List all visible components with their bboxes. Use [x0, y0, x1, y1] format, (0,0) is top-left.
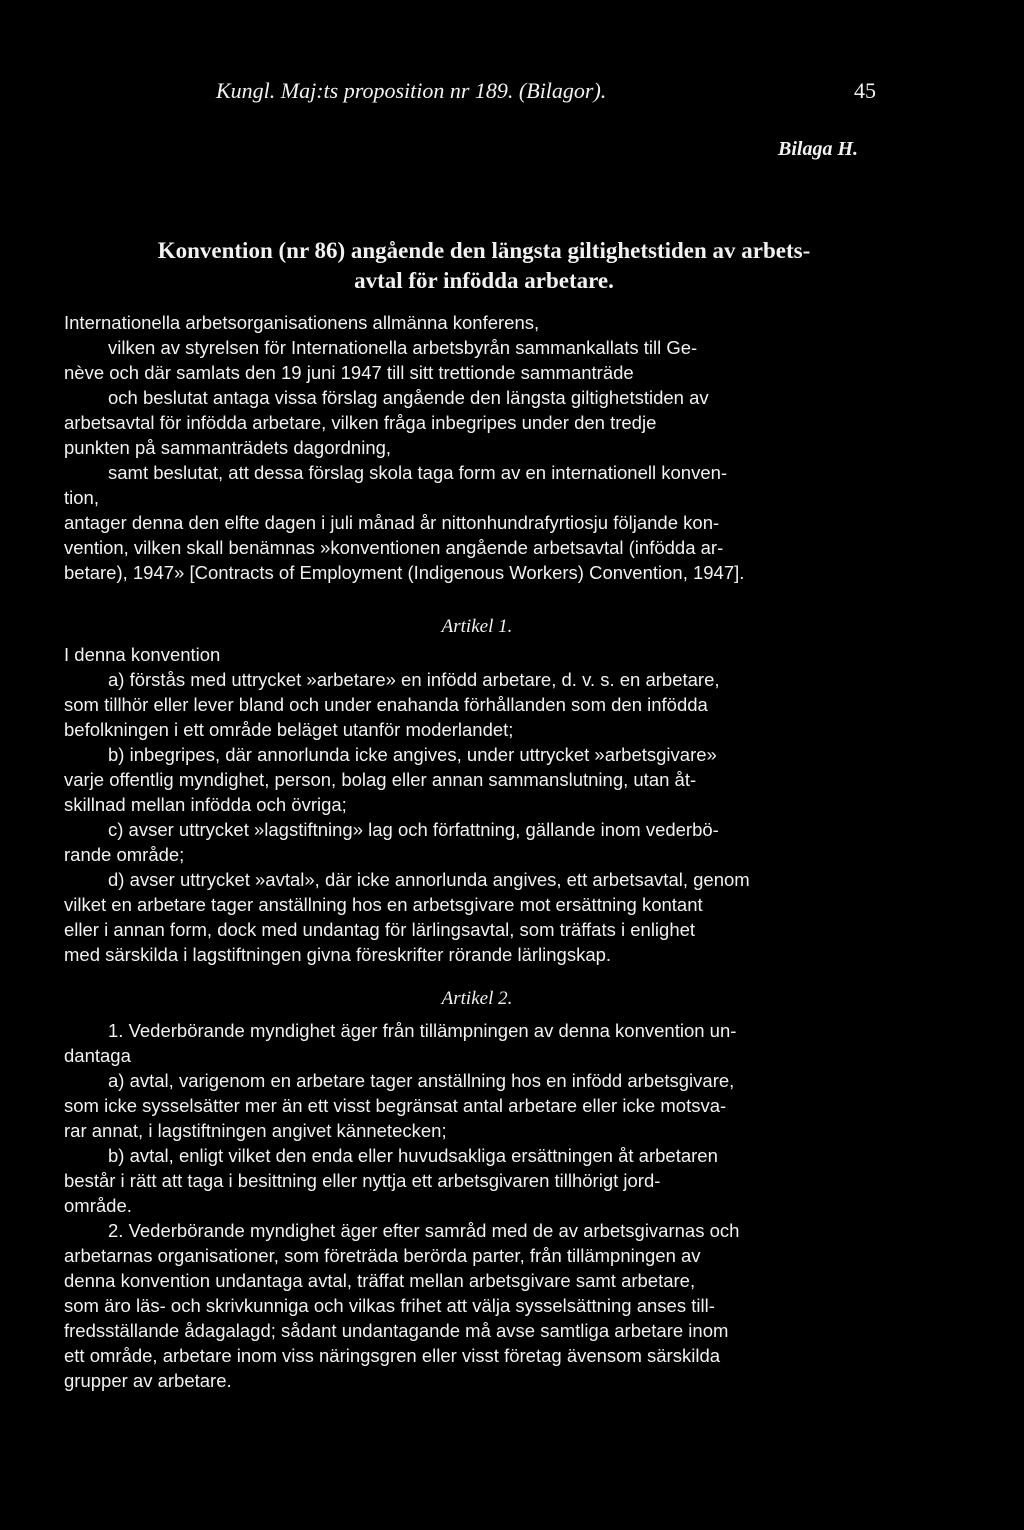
article-1-heading: Artikel 1. [441, 616, 513, 637]
text-line: vention, vilken skall benämnas »konventionen angående arbetsavtal (infödda ar- [64, 537, 724, 558]
text-line: eller i annan form, dock med undantag för lärlingsavtal, som träffats i enlighet [64, 919, 696, 940]
text-line: 2. Vederbörande myndighet äger efter samråd med de av arbetsgivarnas och [108, 1220, 740, 1241]
text-line: vilket en arbetare tager anställning hos en arbetsgivare mot ersättning kontant [64, 894, 703, 915]
text-line: vilken av styrelsen för Internationella arbetsbyrån sammankallats till Ge- [108, 337, 698, 358]
text-line: område. [64, 1195, 132, 1216]
text-line: arbetarnas organisationer, som företräda berörda parter, från tillämpningen av [64, 1245, 701, 1266]
text-line: b) avtal, enligt vilket den enda eller huvudsakliga ersättningen åt arbetaren [108, 1145, 718, 1166]
text-line: punkten på sammanträdets dagordning, [64, 437, 392, 458]
text-line: ett område, arbetare inom viss näringsgren eller visst företag ävensom särskilda [64, 1345, 721, 1366]
text-line: betare), 1947» [Contracts of Employment (Indigenous Workers) Convention, 1947]. [64, 562, 745, 583]
text-line: nève och där samlats den 19 juni 1947 till sitt trettionde sammanträde [64, 362, 634, 383]
text-line: grupper av arbetare. [64, 1370, 232, 1391]
text-line: antager denna den elfte dagen i juli månad år nittonhundrafyrtiosju följande kon- [64, 512, 720, 533]
text-line: denna konvention undantaga avtal, träffat mellan arbetsgivare samt arbetare, [64, 1270, 696, 1291]
text-line: som tillhör eller lever bland och under enahanda förhållanden som den infödda [64, 694, 708, 715]
text-line: a) förstås med uttrycket »arbetare» en infödd arbetare, d. v. s. en arbetare, [108, 669, 720, 690]
title-line: Konvention (nr 86) angående den längsta giltighetstiden av arbets- [157, 238, 811, 263]
text-line: rar annat, i lagstiftningen angivet kännetecken; [64, 1120, 447, 1141]
text-line: befolkningen i ett område beläget utanför moderlandet; [64, 719, 514, 740]
text-line: samt beslutat, att dessa förslag skola taga form av en internationell konven- [108, 462, 728, 483]
text-line: som icke sysselsätter mer än ett visst begränsat antal arbetare eller icke motsva- [64, 1095, 727, 1116]
article-2-body [64, 1018, 890, 1393]
preamble [64, 310, 890, 585]
text-line: 1. Vederbörande myndighet äger från tillämpningen av denna konvention un- [108, 1020, 737, 1041]
text-line: består i rätt att taga i besittning eller nyttja ett arbetsgivaren tillhörigt jord- [64, 1170, 661, 1191]
document-title [64, 236, 904, 296]
text-line: och beslutat antaga vissa förslag angående den längsta giltighetstiden av [108, 387, 709, 408]
text-line: b) inbegripes, där annorlunda icke angives, under uttrycket »arbetsgivare» [108, 744, 717, 765]
text-line: I denna konvention [64, 644, 221, 665]
text-line: tion, [64, 487, 99, 508]
title-line: avtal för infödda arbetare. [354, 268, 614, 293]
running-head: Kungl. Maj:ts proposition nr 189. (Bilagor). [216, 78, 607, 103]
text-line: c) avser uttrycket »lagstiftning» lag och författning, gällande inom vederbö- [108, 819, 719, 840]
text-line: dantaga [64, 1045, 131, 1066]
text-line: med särskilda i lagstiftningen givna föreskrifter rörande lärlingskap. [64, 944, 612, 965]
text-line: arbetsavtal för infödda arbetare, vilken fråga inbegripes under den tredje [64, 412, 657, 433]
text-line: fredsställande ådagalagd; sådant undantagande må avse samtliga arbetare inom [64, 1320, 729, 1341]
text-line: skillnad mellan infödda och övriga; [64, 794, 347, 815]
page-header [216, 78, 876, 114]
text-line: varje offentlig myndighet, person, bolag eller annan sammanslutning, utan åt- [64, 769, 697, 790]
text-line: rande område; [64, 844, 185, 865]
page-number: 45 [854, 78, 876, 103]
article-1-body [64, 642, 890, 967]
appendix-label: Bilaga H. [777, 138, 858, 160]
text-line: a) avtal, varigenom en arbetare tager anställning hos en infödd arbetsgivare, [108, 1070, 735, 1091]
article-2-heading: Artikel 2. [441, 988, 513, 1009]
text-line: Internationella arbetsorganisationens allmänna konferens, [64, 312, 540, 333]
text-line: som äro läs- och skrivkunniga och vilkas frihet att välja sysselsättning anses till- [64, 1295, 715, 1316]
text-line: d) avser uttrycket »avtal», där icke annorlunda angives, ett arbetsavtal, genom [108, 869, 750, 890]
